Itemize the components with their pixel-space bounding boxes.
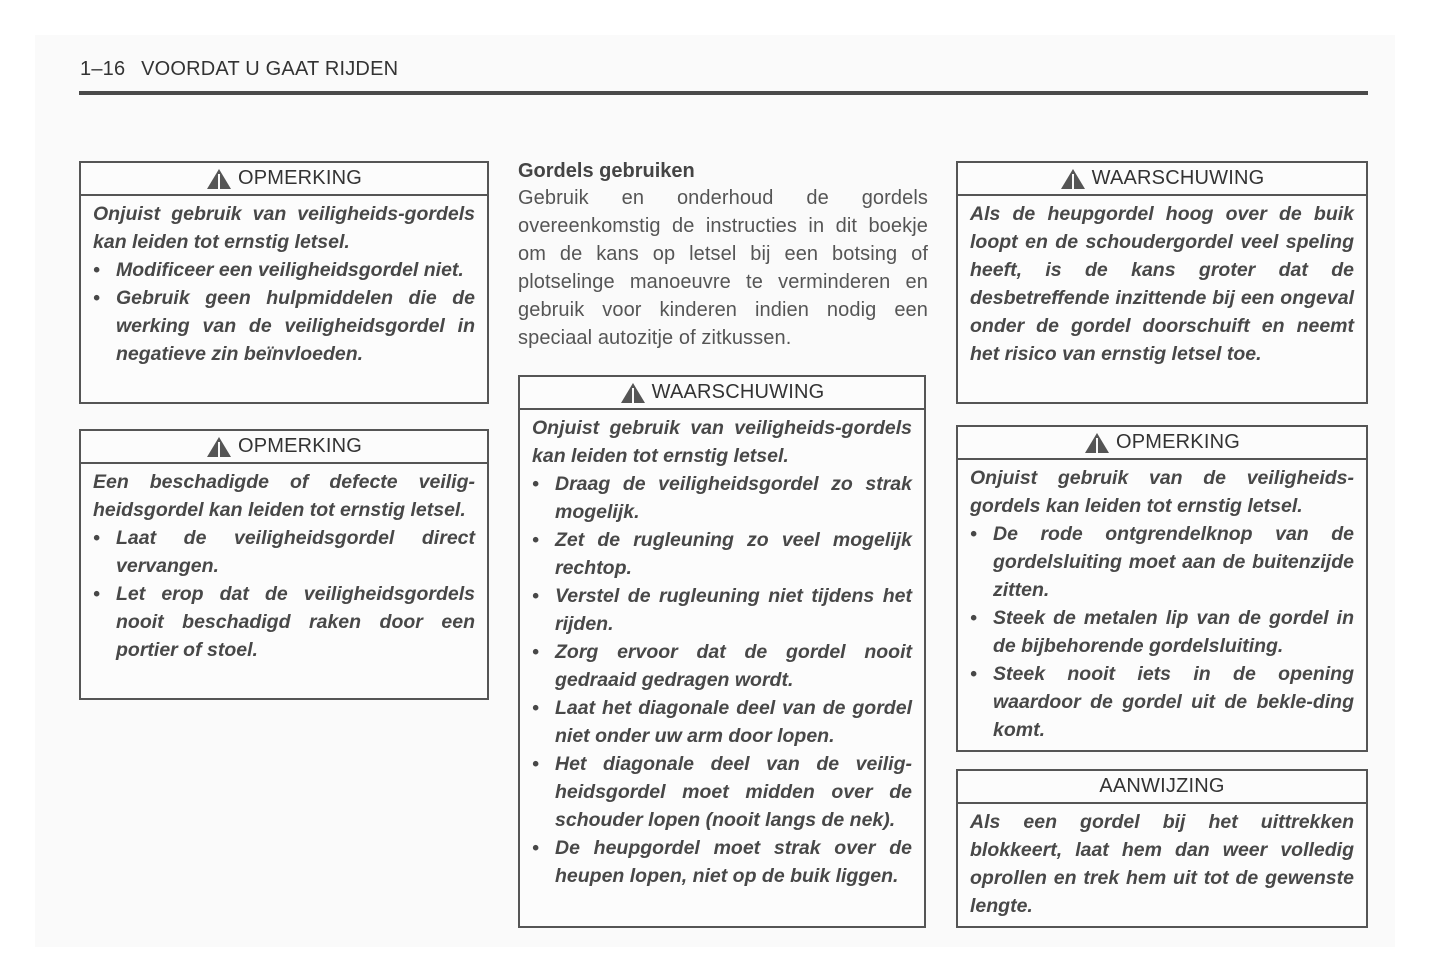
header-rule <box>79 91 1368 95</box>
warning-triangle-icon <box>206 436 232 458</box>
list-item: • Draag de veiligheidsgordel zo strak mogelijk. <box>532 470 912 526</box>
list-item: • Modificeer een veiligheidsgordel niet. <box>93 256 475 284</box>
warning-intro: Onjuist gebruik van veiligheids-gordels kan leiden tot ernstig letsel. <box>532 417 912 467</box>
warning-triangle-icon <box>1084 432 1110 454</box>
list-item: • Het diagonale deel van de veilig-heidsgordel moet midden over de schouder lopen (nooit langs de nek). <box>532 750 912 834</box>
warning-triangle-icon <box>620 382 646 404</box>
box-title-text: AANWIJZING <box>1099 775 1225 797</box>
box-title-text: OPMERKING <box>1115 431 1241 453</box>
box-title-text: WAARSCHUWING <box>651 381 825 403</box>
list-item: • De rode ontgrendelknop van de gordelsluiting moet aan de buitenzijde zitten. <box>970 520 1354 604</box>
bullet-list <box>93 256 475 368</box>
warning-triangle-icon <box>1060 168 1086 190</box>
bullet-list <box>532 470 912 890</box>
warning-triangle-icon <box>206 168 232 190</box>
list-item: • Verstel de rugleuning niet tijdens het rijden. <box>532 582 912 638</box>
box-title <box>520 377 924 410</box>
hint-box <box>956 769 1368 928</box>
notice-box-damaged <box>79 429 489 700</box>
list-item: • Zorg ervoor dat de gordel nooit gedraaid gedragen wordt. <box>532 638 912 694</box>
list-item: • Steek de metalen lip van de gordel in de bijbehorende gordelsluiting. <box>970 604 1354 660</box>
box-title <box>81 431 487 464</box>
box-title-text: OPMERKING <box>237 435 363 457</box>
notice-intro: Onjuist gebruik van veiligheids-gordels kan leiden tot ernstig letsel. <box>93 203 475 253</box>
section-paragraph: Gebruik en onderhoud de gordels overeenkomstig de instructies in dit boekje om de kans op letsel bij een botsing of plotselinge manoeuvre te verminderen en gebruik voor kinderen indien nodig een speciaal autozitje of zitkussen. <box>518 187 928 349</box>
page-number: 1–16 <box>80 58 126 80</box>
section-heading: Gordels gebruiken <box>518 160 695 182</box>
box-body <box>958 196 1366 368</box>
box-title <box>81 163 487 196</box>
list-item: • Laat het diagonale deel van de gordel niet onder uw arm door lopen. <box>532 694 912 750</box>
notice-box-misuse <box>79 161 489 404</box>
list-item: • Steek nooit iets in de opening waardoor de gordel uit de bekle-ding komt. <box>970 660 1354 744</box>
box-title <box>958 771 1366 804</box>
list-item: • Let erop dat de veiligheidsgordels nooit beschadigd raken door een portier of stoel. <box>93 580 475 664</box>
notice-box-buckle <box>956 425 1368 752</box>
box-body <box>958 460 1366 744</box>
box-body <box>81 464 487 664</box>
box-body <box>520 410 924 890</box>
list-item: • Zet de rugleuning zo veel mogelijk rechtop. <box>532 526 912 582</box>
list-item: • De heupgordel moet strak over de heupen lopen, niet op de buik liggen. <box>532 834 912 890</box>
bullet-list <box>970 520 1354 744</box>
chapter-title: VOORDAT U GAAT RIJDEN <box>141 58 399 80</box>
box-title-text: OPMERKING <box>237 167 363 189</box>
list-item: • Laat de veiligheidsgordel direct vervangen. <box>93 524 475 580</box>
section-using-belts <box>518 158 928 352</box>
warning-box-lap-belt <box>956 161 1368 404</box>
running-head <box>80 58 398 81</box>
bullet-list <box>93 524 475 664</box>
box-title <box>958 163 1366 196</box>
box-title <box>958 427 1366 460</box>
warning-box-misuse <box>518 375 926 928</box>
notice-intro: Een beschadigde of defecte veilig-heidsgordel kan leiden tot ernstig letsel. <box>93 471 475 521</box>
box-body <box>958 804 1366 920</box>
notice-intro: Onjuist gebruik van de veiligheids-gordels kan leiden tot ernstig letsel. <box>970 467 1354 517</box>
warning-text: Als de heupgordel hoog over de buik loopt en de schoudergordel veel speling heeft, is de kans groter dat de desbetreffende inzittende bij een ongeval onder de gordel doorschuift en neemt het risico van ernstig letsel toe. <box>970 203 1354 365</box>
hint-text: Als een gordel bij het uittrekken blokkeert, laat hem dan weer volledig oprollen en trek hem uit tot de gewenste lengte. <box>970 811 1354 917</box>
box-title-text: WAARSCHUWING <box>1091 167 1265 189</box>
box-body <box>81 196 487 368</box>
list-item: • Gebruik geen hulpmiddelen die de werking van de veiligheidsgordel in negatieve zin beïnvloeden. <box>93 284 475 368</box>
